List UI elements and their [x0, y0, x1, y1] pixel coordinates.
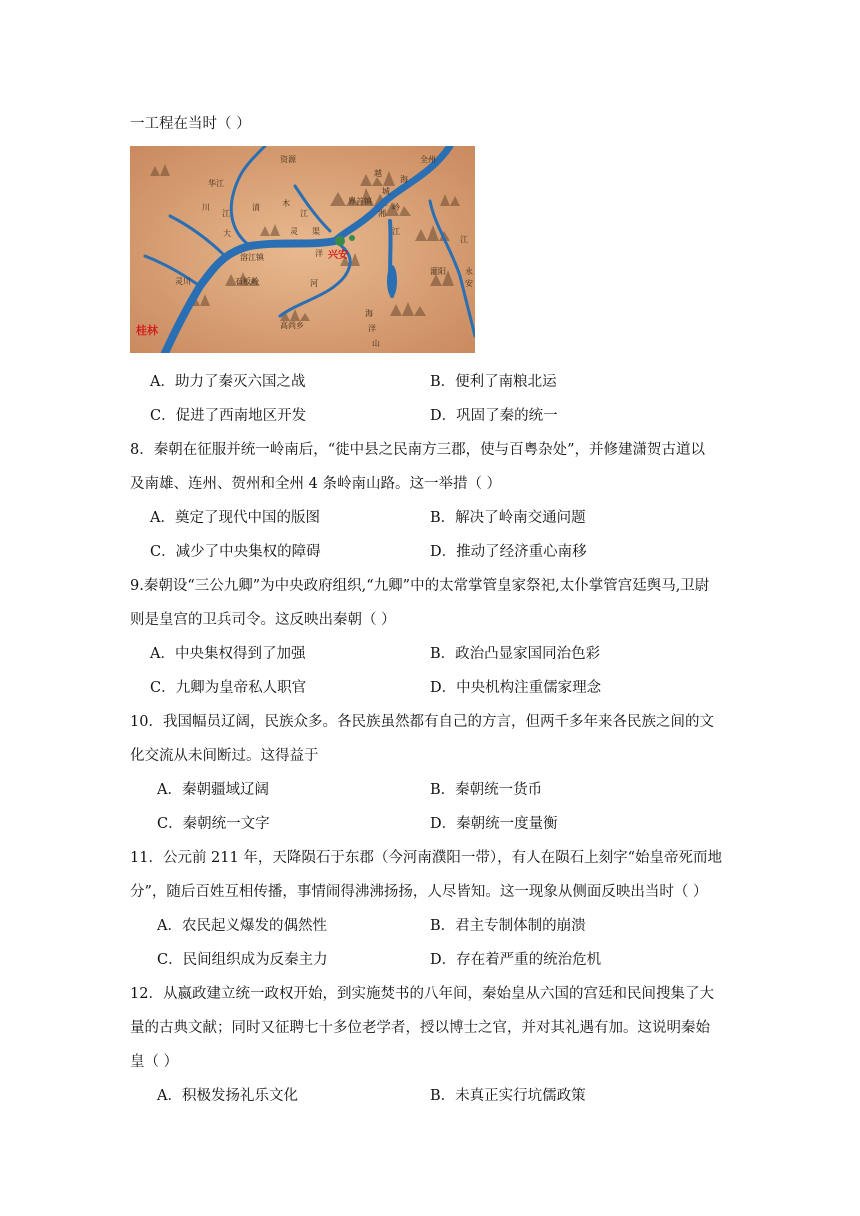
q9-option-d[interactable]: D．中央机构注重儒家理念	[430, 680, 602, 696]
svg-text:渠: 渠	[312, 227, 320, 236]
q10-stem-line1: 10．我国幅员辽阔，民族众多。各民族虽然都有自己的方言，但两千多年来各民族之间的文	[130, 714, 714, 730]
q12-stem-line3: 皇（ ）	[130, 1054, 179, 1070]
svg-text:木: 木	[282, 199, 290, 208]
q12-option-b[interactable]: B．未真正实行坑儒政策	[430, 1088, 586, 1104]
svg-text:川: 川	[202, 203, 210, 212]
svg-text:江: 江	[300, 209, 308, 218]
svg-text:河: 河	[310, 279, 318, 288]
svg-text:兴安: 兴安	[328, 250, 348, 261]
svg-text:石板岭: 石板岭	[235, 277, 259, 286]
q8-option-a[interactable]: A．奠定了现代中国的版图	[150, 510, 320, 526]
svg-text:海: 海	[365, 309, 373, 318]
q10-stem-line2: 化交流从未间断过。这得益于	[130, 748, 319, 764]
svg-text:岭: 岭	[392, 203, 400, 212]
q12-option-a[interactable]: A．积极发扬礼乐文化	[157, 1088, 298, 1104]
q9-stem-line2: 则是皇宫的卫兵司令。这反映出秦朝（ ）	[130, 612, 396, 628]
q10-option-c[interactable]: C．秦朝统一文字	[157, 816, 270, 832]
svg-text:江: 江	[460, 235, 468, 244]
q9-option-b[interactable]: B．政治凸显家国同治色彩	[430, 646, 601, 662]
svg-text:高尚乡: 高尚乡	[280, 321, 304, 330]
svg-text:灵: 灵	[290, 227, 298, 236]
q10-option-d[interactable]: D．秦朝统一度量衡	[430, 816, 558, 832]
svg-text:溶江镇: 溶江镇	[240, 253, 264, 262]
q11-stem-line2: 分”，随后百姓互相传播，事情闹得沸沸扬扬，人尽皆知。这一现象从侧面反映出当时（ ）	[130, 884, 708, 900]
q9-option-a[interactable]: A．中央集权得到了加强	[150, 646, 306, 662]
q9-stem-line1: 9.秦朝设“三公九卿”为中央政府组织,“九卿”中的太常掌管皇家祭祀,太仆掌管宫廷舆马,卫尉	[130, 578, 710, 594]
q11-option-a[interactable]: A．农民起义爆发的偶然性	[157, 918, 327, 934]
q8-option-d[interactable]: D．推动了经济重心南移	[430, 544, 587, 560]
q7-option-b[interactable]: B．便利了南粮北运	[430, 374, 557, 390]
canal-map-image	[130, 146, 475, 353]
q10-option-b[interactable]: B．秦朝统一货币	[430, 782, 543, 798]
q11-stem-line1: 11．公元前 211 年，天降陨石于东郡（今河南濮阳一带），有人在陨石上刻字“始皇帝死而地	[130, 850, 723, 866]
q8-stem-line2: 及南雄、连州、贺州和全州 4 条岭南山路。这一举措（ ）	[130, 476, 502, 492]
svg-text:界首镇: 界首镇	[348, 197, 372, 206]
svg-text:资源: 资源	[280, 155, 296, 164]
svg-text:桂林: 桂林	[136, 324, 158, 337]
svg-text:洋: 洋	[368, 324, 376, 333]
svg-text:江: 江	[222, 209, 230, 218]
q8-stem-line1: 8．秦朝在征服并统一岭南后，“徙中县之民南方三郡，使与百粤杂处”，并修建潇贺古道以	[130, 442, 706, 458]
svg-text:江: 江	[392, 227, 400, 236]
q9-option-c[interactable]: C．九卿为皇帝私人职官	[150, 680, 307, 696]
svg-text:全州: 全州	[420, 155, 436, 164]
q10-option-a[interactable]: A．秦朝疆域辽阔	[157, 782, 269, 798]
q11-option-d[interactable]: D．存在着严重的统治危机	[430, 952, 602, 968]
svg-text:大: 大	[223, 229, 231, 238]
svg-text:灵川: 灵川	[175, 277, 191, 286]
q7-option-d[interactable]: D．巩固了秦的统一	[430, 408, 558, 424]
svg-text:清: 清	[252, 203, 260, 212]
svg-text:灌阳: 灌阳	[430, 267, 446, 276]
svg-text:洋: 洋	[315, 249, 323, 258]
q12-stem-line2: 量的古典文献；同时又征聘七十多位老学者，授以博士之官，并对其礼遇有加。这说明秦始	[130, 1020, 710, 1036]
svg-text:越: 越	[374, 169, 382, 178]
svg-text:安: 安	[465, 279, 473, 288]
q7-option-c[interactable]: C．促进了西南地区开发	[150, 408, 307, 424]
q11-option-b[interactable]: B．君主专制体制的崩溃	[430, 918, 586, 934]
svg-text:华江: 华江	[208, 179, 224, 188]
q8-option-c[interactable]: C．减少了中央集权的障碍	[150, 544, 321, 560]
q7-option-a[interactable]: A．助力了秦灭六国之战	[150, 374, 306, 390]
svg-text:城: 城	[382, 187, 390, 196]
q7-stem-tail: 一工程在当时（ ）	[130, 116, 251, 132]
q12-stem-line1: 12．从嬴政建立统一政权开始，到实施焚书的八年间，秦始皇从六国的宫廷和民间搜集了大	[130, 986, 714, 1002]
svg-text:海: 海	[400, 175, 408, 184]
q11-option-c[interactable]: C．民间组织成为反秦主力	[157, 952, 328, 968]
q8-option-b[interactable]: B．解决了岭南交通问题	[430, 510, 586, 526]
svg-text:山: 山	[372, 339, 380, 348]
svg-text:湘: 湘	[378, 209, 386, 218]
svg-text:永: 永	[465, 267, 473, 276]
